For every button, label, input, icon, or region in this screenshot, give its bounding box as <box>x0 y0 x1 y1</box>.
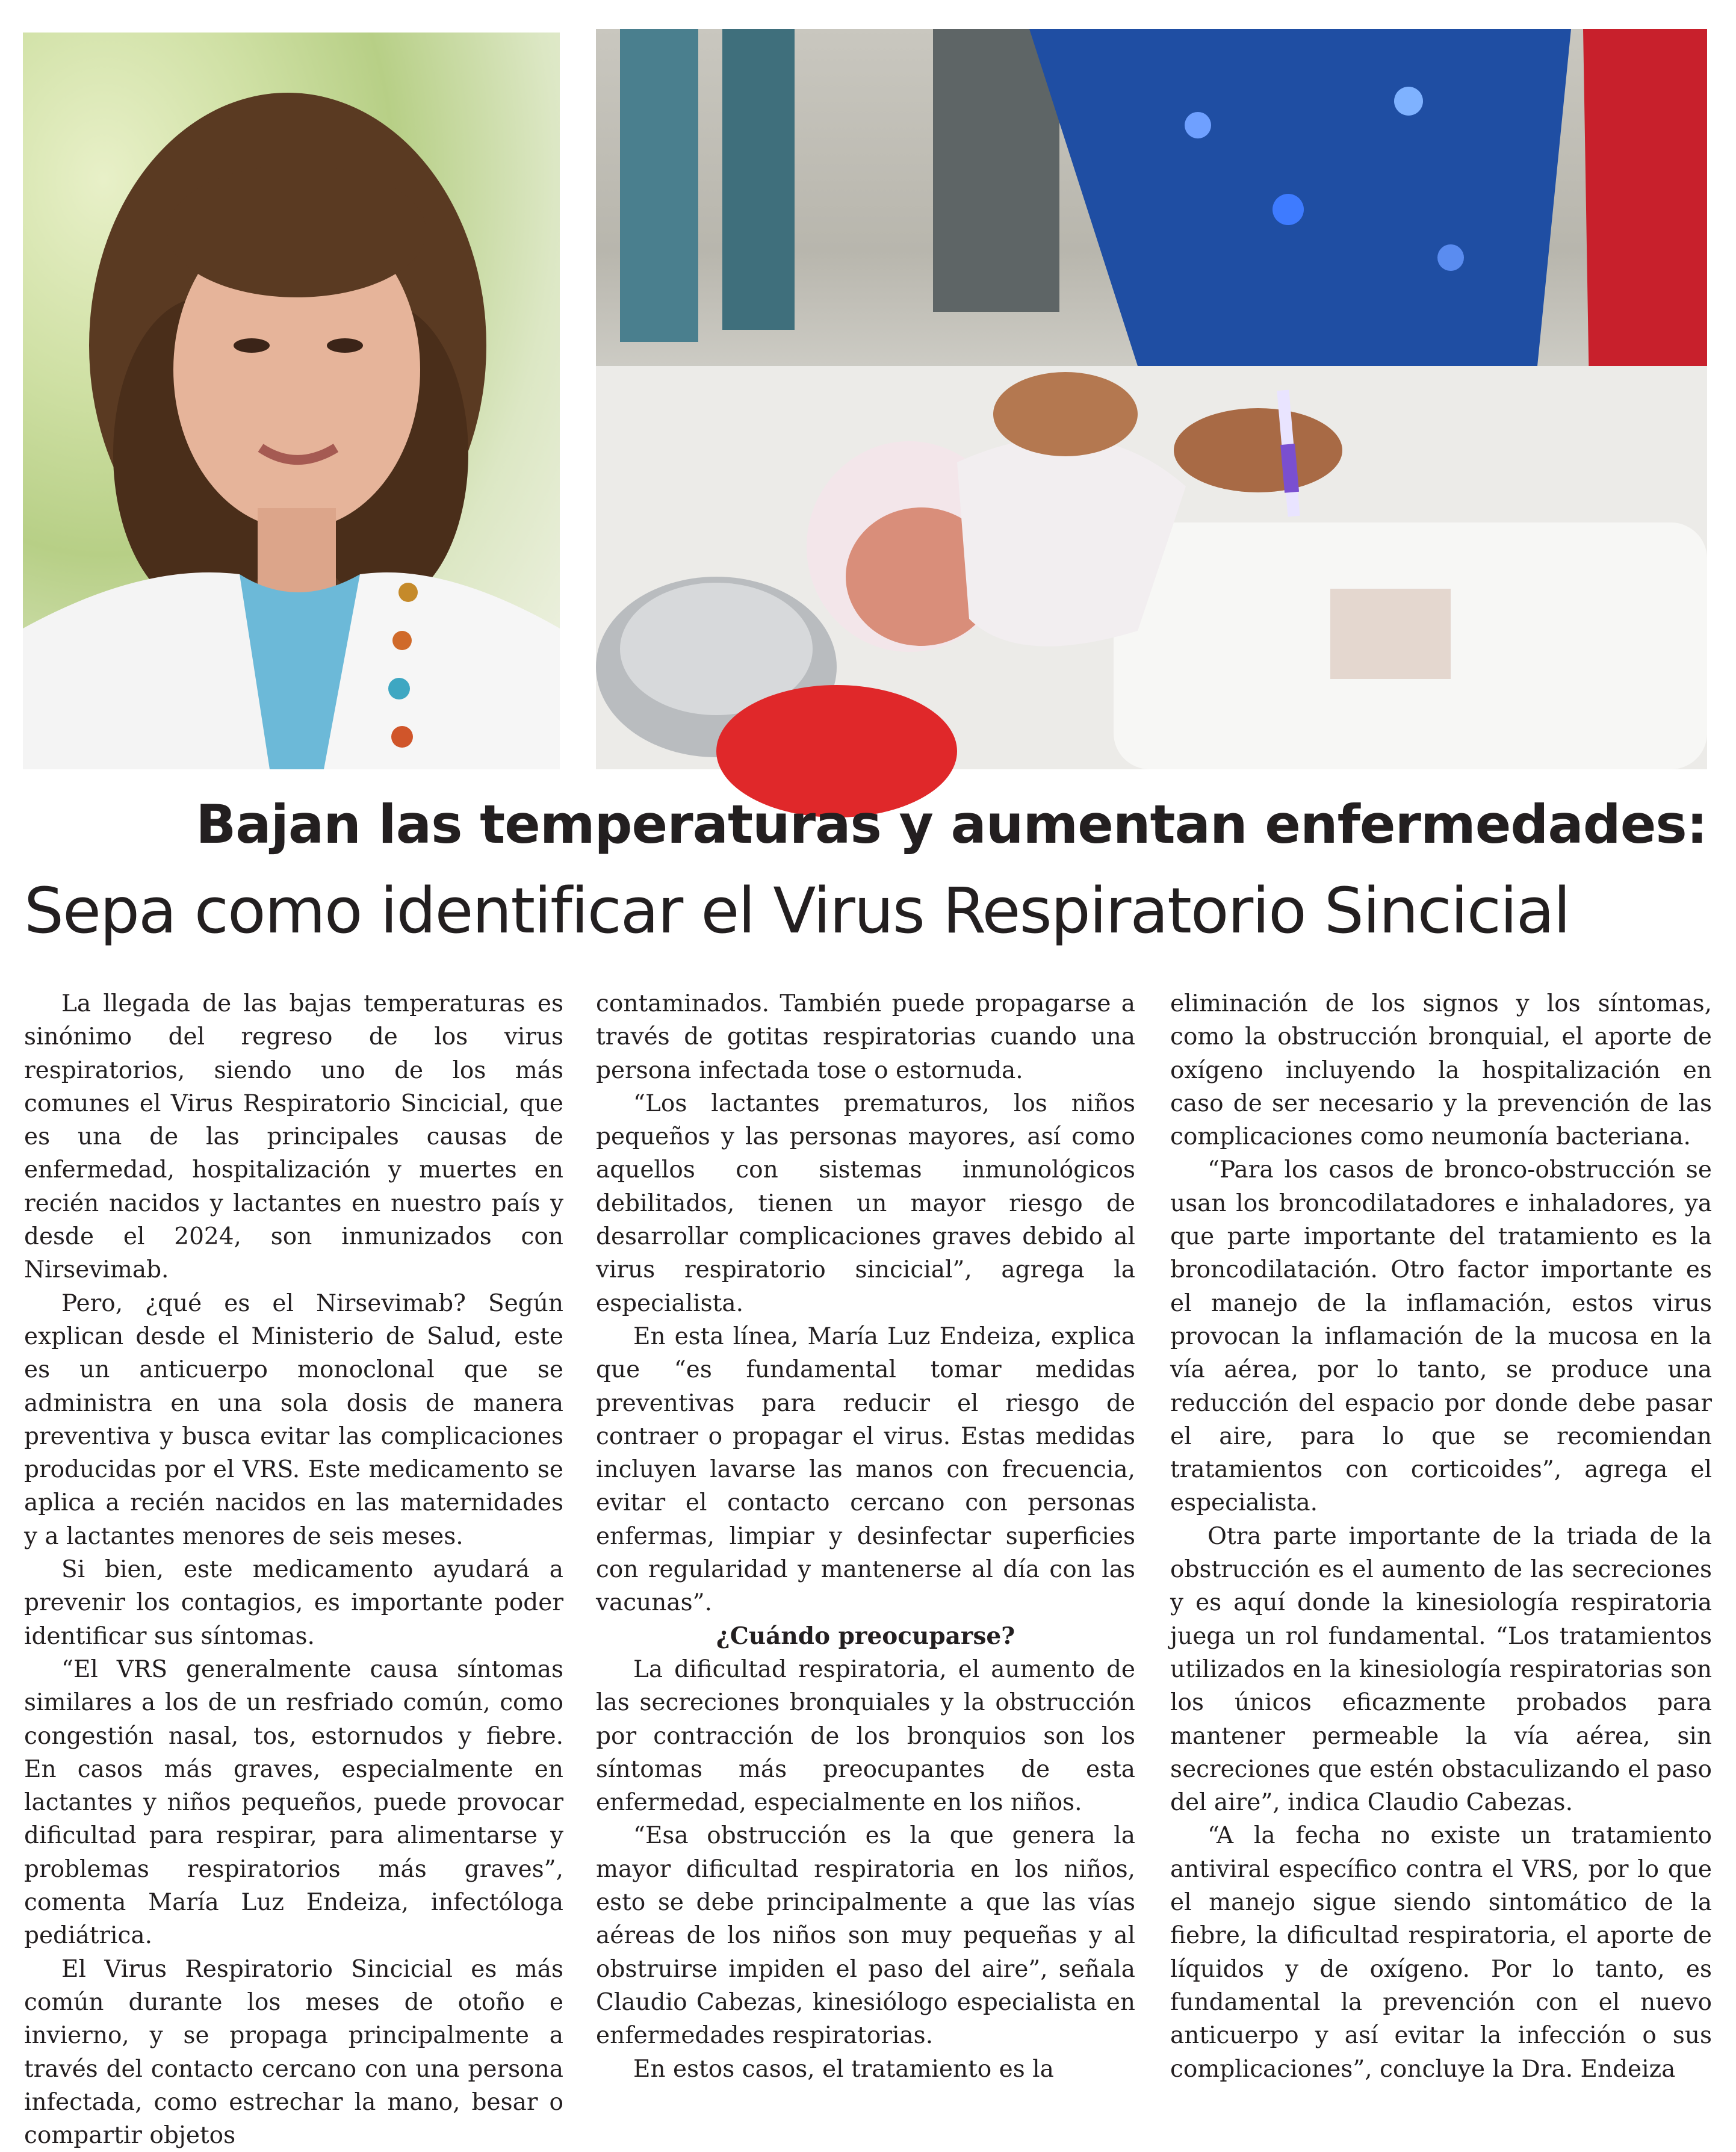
paragraph-continued: eliminación de los signos y los síntomas, como la obstrucción bronquial, el aporte de oxígeno incluyendo la hospitalización en caso de ser necesario y la prevención de las complicaciones como neumonía bacteriana. <box>1170 990 1712 1151</box>
section-subheading: ¿Cuándo preocuparse? <box>716 1622 1015 1650</box>
paragraph-continued: contaminados. También puede propagarse a través de gotitas respiratorias cuando una persona infectada tose o estornuda. <box>596 990 1135 1084</box>
paragraph: Pero, ¿qué es el Nirsevimab? Según explican desde el Ministerio de Salud, este es un anticuerpo monoclonal que se administra en una sola dosis de manera preventiva y busca evitar las complicaciones producidas por el VRS. Este medicamento se aplica a recién nacidos en las maternidades y a lactantes menores de seis meses. <box>24 1289 563 1550</box>
paragraph: En esta línea, María Luz Endeiza, explica que “es fundamental tomar medidas preventivas para reducir el riesgo de contraer o propagar el virus. Estas medidas incluyen lavarse las manos con frecuencia, evitar el contacto cercano con personas enfermas, limpiar y desinfectar superficies con regularidad y mantenerse al día con las vacunas”. <box>596 1323 1135 1617</box>
newborn-vaccination-photo-icon <box>596 29 1707 769</box>
paragraph: La llegada de las bajas temperaturas es sinónimo del regreso de los virus respiratorios, siendo uno de los más comunes el Virus Respiratorio Sincicial, que es una de las principales causas de enfermedad, hospitalización y muertes en recién nacidos y lactantes en nuestro país y desde el 2024, son inmunizados con Nirsevimab. <box>24 990 563 1284</box>
paragraph: “Los lactantes prematuros, los niños pequeños y las personas mayores, así como aquellos con sistemas inmunológicos debilitados, tienen un mayor riesgo de desarrollar complicaciones graves debido al virus respiratorio sincicial”, agrega la especialista. <box>596 1090 1135 1317</box>
headline-kicker: Bajan las temperaturas y aumentan enfermedades: <box>196 793 1707 855</box>
article-column-1 <box>24 987 563 2150</box>
article-column-3 <box>1170 987 1712 2083</box>
newborn-vaccination-photo <box>596 29 1707 769</box>
portrait-photo <box>23 33 560 769</box>
paragraph: “Para los casos de bronco-obstrucción se usan los broncodilatadores e inhaladores, ya que parte importante del tratamiento es la broncodilatación. Otro factor importante es el manejo de la inflamación, estos virus provocan la inflamación de la mucosa en la vía aérea, por lo tanto, se produce una reducción del espacio por donde debe pasar el aire, para lo que se recomiendan tratamientos con corticoides”, agrega el especialista. <box>1170 1156 1712 1517</box>
paragraph: “Esa obstrucción es la que genera la mayor dificultad respiratoria en los niños, esto se debe principalmente a que las vías aéreas de los niños son muy pequeñas y al obstruirse impiden el paso del aire”, señala Claudio Cabezas, kinesiólogo especialista en enfermedades respiratorias. <box>596 1822 1135 2050</box>
portrait-photo-icon <box>23 33 560 769</box>
article-column-2 <box>596 987 1135 2083</box>
paragraph: En estos casos, el tratamiento es la <box>633 2055 1054 2083</box>
paragraph: Si bien, este medicamento ayudará a prevenir los contagios, es importante poder identificar sus síntomas. <box>24 1556 563 1650</box>
paragraph: Otra parte importante de la triada de la obstrucción es el aumento de las secreciones y es aquí donde la kinesiología respiratoria juega un rol fundamental. “Los tratamientos utilizados en la kinesiología respiratorias son los únicos eficazmente probados para mantener permeable la vía aérea, sin secreciones que estén obstaculizando el paso del aire”, indica Claudio Cabezas. <box>1170 1522 1712 1817</box>
paragraph: “El VRS generalmente causa síntomas similares a los de un resfriado común, como congestión nasal, tos, estornudos y fiebre. En casos más graves, especialmente en lactantes y niños pequeños, puede provocar dificultad para respirar, para alimentarse y problemas respiratorios más graves”, comenta María Luz Endeiza, infectóloga pediátrica. <box>24 1655 563 1950</box>
paragraph: “A la fecha no existe un tratamiento antiviral específico contra el VRS, por lo que el manejo sigue siendo sintomático de la fiebre, la dificultad respiratoria, el aporte de líquidos y de oxígeno. Por lo tanto, es fundamental la prevención con el nuevo anticuerpo y así evitar la infección o sus complicaciones”, concluye la Dra. Endeiza <box>1170 1822 1712 2083</box>
paragraph: El Virus Respiratorio Sincicial es más común durante los meses de otoño e invierno, y se propaga principalmente a través del contacto cercano con una persona infectada, como estrechar la mano, besar o compartir objetos <box>24 1955 563 2150</box>
article-title: Sepa como identificar el Virus Respiratorio Sincicial <box>24 874 1570 947</box>
paragraph: La dificultad respiratoria, el aumento de las secreciones bronquiales y la obstrucción por contracción de los bronquios son los síntomas más preocupantes de esta enfermedad, especialmente en los niños. <box>596 1655 1135 1817</box>
